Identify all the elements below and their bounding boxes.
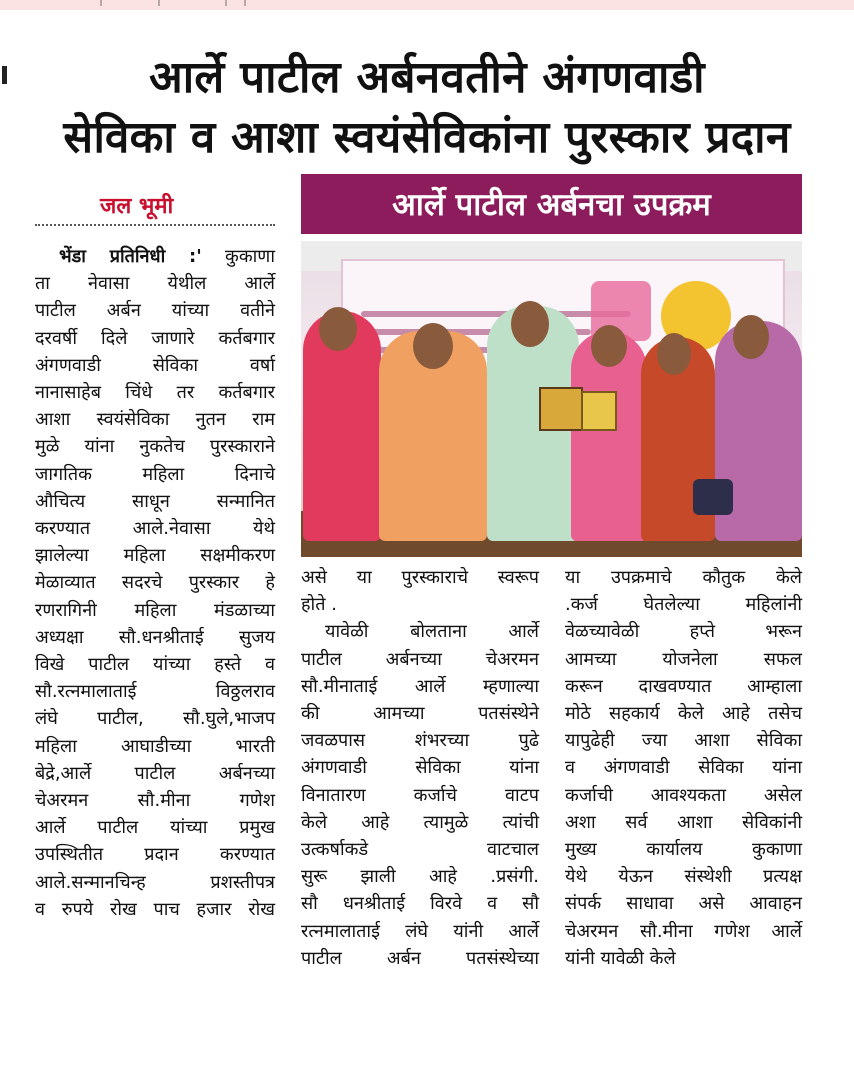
article-line: अंगणवाडी सेविका यांना <box>301 757 539 779</box>
article-line: उपस्थितीत प्रदान करण्यात <box>35 844 275 866</box>
article-line: मुळे यांना नुकतेच पुरस्काराने <box>35 436 275 458</box>
article-line: करण्यात आले.नेवासा येथे <box>35 518 275 540</box>
headline-line-2: सेविका व आशा स्वयंसेविकांना पुरस्कार प्रदान <box>63 112 791 163</box>
article-line: केले आहे त्यामुळे त्यांची <box>301 811 539 833</box>
article-column-3 <box>565 564 802 972</box>
article-line: आमच्या योजनेला सफल <box>565 648 802 670</box>
article-line: अंगणवाडी सेविका वर्षा <box>35 354 275 376</box>
article-line: सौ धनश्रीताई विरवे व सौ <box>301 893 539 915</box>
article-line: सुरू झाली आहे .प्रसंगी. <box>301 866 539 888</box>
article-line: अध्यक्षा सौ.धनश्रीताई सुजय <box>35 626 275 648</box>
article-line: असे या पुरस्काराचे स्वरूप <box>301 567 539 588</box>
article-line: विखे पाटील यांच्या हस्ते व <box>35 654 275 676</box>
article-line: लंघे पाटील, सौ.घुले,भाजप <box>35 708 275 730</box>
article-line: कर्जाची आवश्यकता असेल <box>565 784 802 806</box>
article-line: या उपक्रमाचे कौतुक केले <box>565 567 802 588</box>
article-line <box>35 243 275 270</box>
article-line: महिला आघाडीच्या भारती <box>35 735 275 757</box>
article-line: जागतिक महिला दिनाचे <box>35 463 275 485</box>
article-column-1 <box>35 243 275 923</box>
article-line: वेळच्यावेळी हप्ते भरून <box>565 621 802 643</box>
article-line: मुख्य कार्यालय कुकाणा <box>565 839 802 861</box>
article-line: बेद्रे,आर्ले पाटील अर्बनच्या <box>35 762 275 784</box>
article-line: पाटील अर्बनच्या चेअरमन <box>301 648 539 670</box>
article-line: करून दाखवण्यात आम्हाला <box>565 675 802 697</box>
headline <box>18 48 836 168</box>
article-line: चेअरमन सौ.मीना गणेश <box>35 790 275 812</box>
article-line: की आमच्या पतसंस्थेने <box>301 703 539 725</box>
subhead-text: आर्ले पाटील अर्बनचा उपक्रम <box>392 187 711 223</box>
article-line: आर्ले पाटील यांच्या प्रमुख <box>35 817 275 839</box>
article-line: चेअरमन सौ.मीना गणेश आर्ले <box>565 920 802 942</box>
article-line: व रुपये रोख पाच हजार रोख <box>35 898 275 920</box>
article-line-text: कुकाणा <box>201 246 275 267</box>
subhead-banner <box>301 174 802 234</box>
article-line: आशा स्वयंसेविका नुतन राम <box>35 409 275 431</box>
article-line: दरवर्षी दिले जाणारे कर्तबगार <box>35 327 275 349</box>
article-line: येथे येऊन संस्थेशी प्रत्यक्ष <box>565 866 802 888</box>
article-line: रणरागिनी महिला मंडळाच्या <box>35 599 275 621</box>
article-line: सौ.रत्नमालाताई विठ्ठलराव <box>35 681 275 703</box>
masthead: जल भूमी <box>100 194 174 219</box>
article-line: अशा सर्व आशा सेविकांनी <box>565 811 802 833</box>
article-line: मेळाव्यात सदरचे पुरस्कार हे <box>35 572 275 594</box>
article-line: ता नेवासा येथील आर्ले <box>35 273 275 295</box>
article-line: .कर्ज घेतलेल्या महिलांनी <box>565 594 802 616</box>
article-line: आले.सन्मानचिन्ह प्रशस्तीपत्र <box>35 871 275 893</box>
article-line: व अंगणवाडी सेविका यांना <box>565 757 802 779</box>
headline-line-1: आर्ले पाटील अर्बनवतीने अंगणवाडी <box>149 52 705 103</box>
article-line: यावेळी बोलताना आर्ले <box>325 621 539 643</box>
article-line: रत्नमालाताई लंघे यांनी आर्ले <box>301 920 539 942</box>
masthead-divider <box>35 224 275 226</box>
article-line: यांनी यावेळी केले <box>565 947 676 969</box>
article-line: यापुढेही ज्या आशा सेविका <box>565 730 802 752</box>
article-line: पाटील अर्बन यांच्या वतीने <box>35 300 275 322</box>
article-line: उत्कर्षाकडे वाटचाल <box>301 839 539 861</box>
article-line: जवळपास शंभरच्या पुढे <box>301 730 539 752</box>
article-line: संपर्क साधावा असे आवाहन <box>565 893 802 915</box>
article-line: औचित्य साधून सन्मानित <box>35 490 275 512</box>
article-line: सौ.मीनाताई आर्ले म्हणाल्या <box>301 675 539 697</box>
article-line: पाटील अर्बन पतसंस्थेच्या <box>301 947 539 969</box>
article-column-2 <box>301 564 539 972</box>
page-edge-mark <box>2 66 7 84</box>
top-strip <box>0 0 854 10</box>
article-line: विनातारण कर्जाचे वाटप <box>301 784 539 806</box>
article-line: होते . <box>301 594 337 616</box>
article-line: नानासाहेब चिंधे तर कर्तबगार <box>35 382 275 404</box>
event-photo <box>301 241 802 557</box>
article-line: मोठे सहकार्य केले आहे तसेच <box>565 703 802 725</box>
byline-lead: भेंडा प्रतिनिधी :' <box>59 246 202 267</box>
article-line: झालेल्या महिला सक्षमीकरण <box>35 545 275 567</box>
